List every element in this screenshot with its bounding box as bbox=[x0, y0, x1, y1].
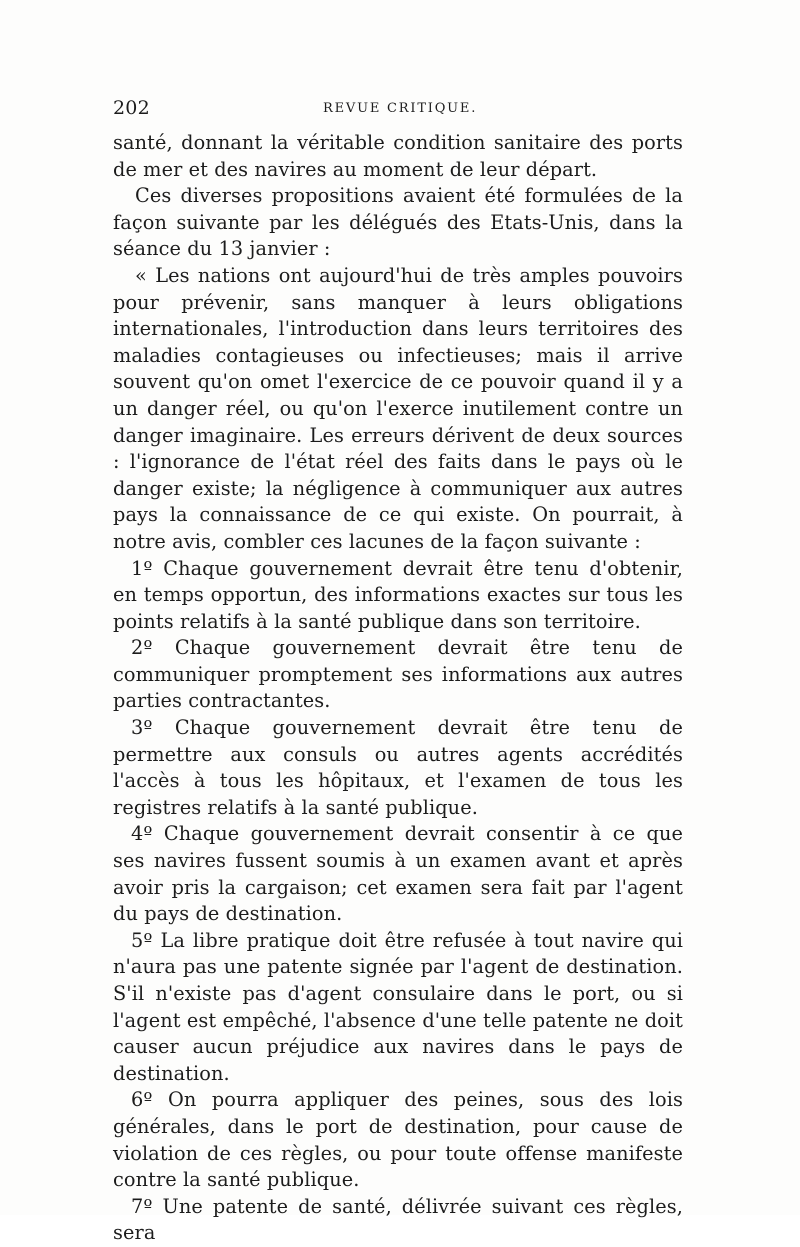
paragraph-quotation: « Les nations ont aujourd'hui de très amples pouvoirs pour prévenir, sans manquer à leurs obligations internationales, l'introduction dans leurs territoires des maladies contagieuses ou infectieuses; mais il arrive souvent qu'on omet l'exercice de ce pouvoir quand il y a un danger réel, ou qu'on l'exerce inutilement contre un danger imaginaire. Les erreurs dérivent de deux sources : l'ignorance de l'état réel des faits dans le pays où le danger existe; la négligence à communiquer aux autres pays la connaissance de ce qui existe. On pourrait, à notre avis, combler ces lacunes de la façon suivante : bbox=[113, 263, 683, 553]
body-text bbox=[113, 130, 683, 1247]
paragraph-continuation: santé, donnant la véritable condition sanitaire des ports de mer et des navires au moment de leur départ. bbox=[113, 131, 683, 181]
paragraph-item-1: 1º Chaque gouvernement devrait être tenu d'obtenir, en temps opportun, des informations exactes sur tous les points relatifs à la santé publique dans son territoire. bbox=[113, 556, 683, 633]
paragraph-item-5: 5º La libre pratique doit être refusée à tout navire qui n'aura pas une patente signée par l'agent de destination. S'il n'existe pas d'agent consulaire dans le port, ou si l'agent est empêché, l'absence d'une telle patente ne doit causer aucun préjudice aux navires dans le pays de destination. bbox=[113, 928, 683, 1085]
paragraph-item-3: 3º Chaque gouvernement devrait être tenu de permettre aux consuls ou autres agents accrédités l'accès à tous les hôpitaux, et l'examen de tous les registres relatifs à la santé publique. bbox=[113, 716, 683, 819]
paragraph-item-4: 4º Chaque gouvernement devrait consentir à ce que ses navires fussent soumis à un examen avant et après avoir pris la cargaison; cet examen sera fait par l'agent du pays de destination. bbox=[113, 822, 683, 926]
running-head bbox=[113, 97, 683, 121]
running-title: REVUE CRITIQUE. bbox=[323, 101, 478, 116]
paragraph-item-6: 6º On pourra appliquer des peines, sous des lois générales, dans le port de destination, pour cause de violation de ces règles, ou pour toute offense manifeste contre la santé publique. bbox=[113, 1088, 683, 1192]
paragraph-item-2: 2º Chaque gouvernement devrait être tenu de communiquer promptement ses informations aux autres parties contractantes. bbox=[113, 636, 683, 713]
page-number: 202 bbox=[113, 97, 150, 119]
paragraph-item-7: 7º Une patente de santé, délivrée suivant ces règles, sera bbox=[113, 1194, 683, 1245]
paragraph-propositions-intro: Ces diverses propositions avaient été formulées de la façon suivante par les délégués des Etats-Unis, dans la séance du 13 janvier : bbox=[113, 184, 683, 261]
